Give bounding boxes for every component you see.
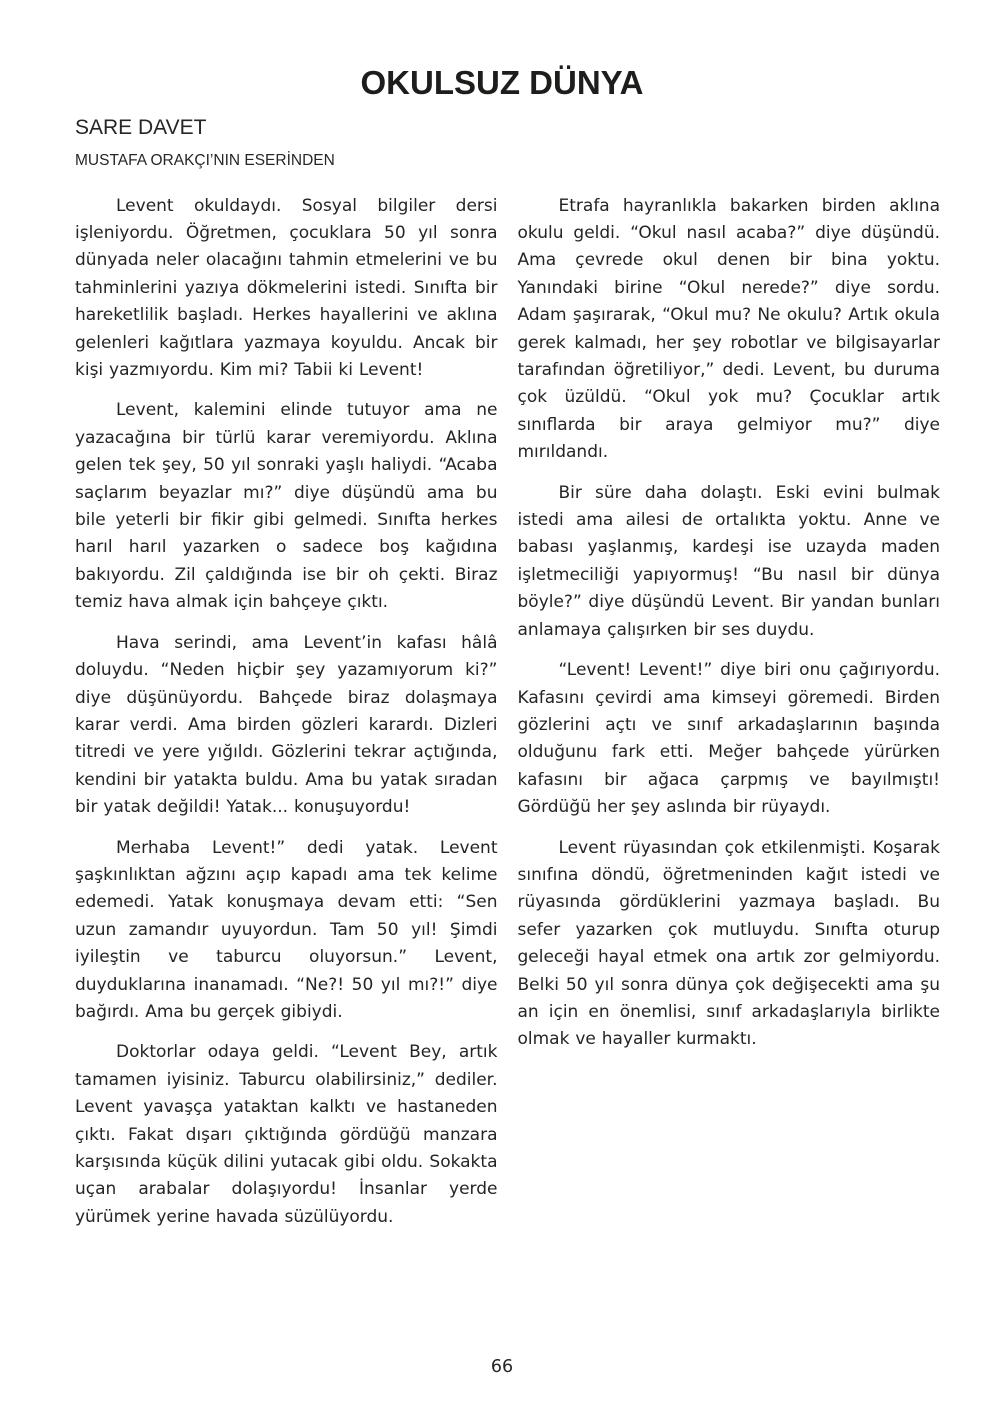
paragraph: Hava serindi, ama Levent’in kafası hâlâ doluydu. “Neden hiçbir şey yazamıyorum ki?” diye düşünüyordu. Bahçede biraz dolaşmaya karar verdi. Ama birden gözleri karardı. Dizleri titredi ve yere yığıldı. Gözlerini tekrar açtığında, kendini bir yatakta buldu. Ama bu yatak sıradan bir yatak değildi! Yatak... konuşuyordu! [75, 632, 498, 818]
right-column [518, 193, 941, 1245]
paragraph: Levent rüyasından çok etkilenmişti. Koşarak sınıfına döndü, öğretmeninden kağıt istedi ve rüyasında gördüklerini yazmaya başladı. Bu sefer yazarken çok mutluydu. Sınıfta oturup geleceği hayal etmek ona artık zor gelmiyordu. Belki 50 yıl sonra dünya çok değişecekti ama şu an için en önemlisi, sınıf arkadaşlarıyla birlikte olmak ve hayaller kurmaktı. [517, 837, 940, 1050]
author-name: SARE DAVET [75, 115, 207, 139]
source-note: MUSTAFA ORAKÇI’NIN ESERİNDEN [75, 151, 335, 169]
text-columns [75, 193, 940, 1245]
paragraph: Etrafa hayranlıkla bakarken birden aklına okulu geldi. “Okul nasıl acaba?” diye düşündü. Ama çevrede okul denen bir bina yoktu. Yanındaki birine “Okul nerede?” diye sordu. Adam şaşırarak, “Okul mu? Ne okulu? Artık okula gerek kalmadı, her şey robotlar ve bilgisayarlar tarafından öğretiliyor,” dedi. Levent, bu duruma çok üzüldü. “Okul yok mu? Çocuklar artık sınıflarda bir araya gelmiyor mu?” diye mırıldandı. [517, 195, 940, 463]
paragraph: Levent, kalemini elinde tutuyor ama ne yazacağına bir türlü karar veremiyordu. Aklına gelen tek şey, 50 yıl sonraki yaşlı haliydi. “Acaba saçlarım beyazlar mı?” diye düşündü ama bu bile yeterli bir fikir gibi gelmedi. Sınıfta herkes harıl harıl yazarken o sadece boş kağıdına bakıyordu. Zil çaldığında ise bir oh çekti. Biraz temiz hava almak için bahçeye çıktı. [75, 400, 498, 613]
document-header [0, 0, 1004, 170]
left-column [75, 193, 498, 1245]
paragraph: Bir süre daha dolaştı. Eski evini bulmak istedi ama ailesi de ortalıkta yoktu. Anne ve babası yaşlanmış, kardeşi ise uzayda maden işletmeciliği yapıyormuş! “Bu nasıl bir dünya böyle?” diye düşündü Levent. Bir yandan bunları anlamaya çalışırken bir ses duydu. [517, 482, 940, 640]
page-number: 66 [490, 1357, 514, 1377]
paragraph: Levent okuldaydı. Sosyal bilgiler dersi işleniyordu. Öğretmen, çocuklara 50 yıl sonra dünyada neler olacağını tahmin etmelerini ve bu tahminlerini yazıya dökmelerini istedi. Sınıfta bir hareketlilik başladı. Herkes hayallerini ve aklına gelenleri kağıtlara yazmaya koyuldu. Ancak bir kişi yazmıyordu. Kim mi? Tabii ki Levent! [75, 195, 498, 381]
paragraph: Doktorlar odaya geldi. “Levent Bey, artık tamamen iyisiniz. Taburcu olabilirsiniz,” dediler. Levent yavaşça yataktan kalktı ve hastaneden çıktı. Fakat dışarı çıktığında gördüğü manzara karşısında küçük dilini yutacak gibi oldu. Sokakta uçan arabalar dolaşıyordu! İnsanlar yerde yürümek yerine havada süzülüyordu. [75, 1042, 498, 1227]
page-footer [0, 1357, 1004, 1377]
paragraph: “Levent! Levent!” diye biri onu çağırıyordu. Kafasını çevirdi ama kimseyi göremedi. Birden gözlerini açtı ve sınıf arkadaşlarının başında olduğunu fark etti. Meğer bahçede yürürken kafasını bir ağaca çarpmış ve bayılmıştı! Gördüğü her şey aslında bir rüyaydı. [517, 660, 940, 818]
paragraph: Merhaba Levent!” dedi yatak. Levent şaşkınlıktan ağzını açıp kapadı ama tek kelime edemedi. Yatak konuşmaya devam etti: “Sen uzun zamandır uyuyordun. Tam 50 yıl! Şimdi iyileştin ve taburcu oluyorsun.” Levent, duyduklarına inanamadı. “Ne?! 50 yıl mı?!” diye bağırdı. Ama bu gerçek gibiydi. [75, 837, 498, 1022]
page-title: OKULSUZ DÜNYA [360, 64, 644, 101]
